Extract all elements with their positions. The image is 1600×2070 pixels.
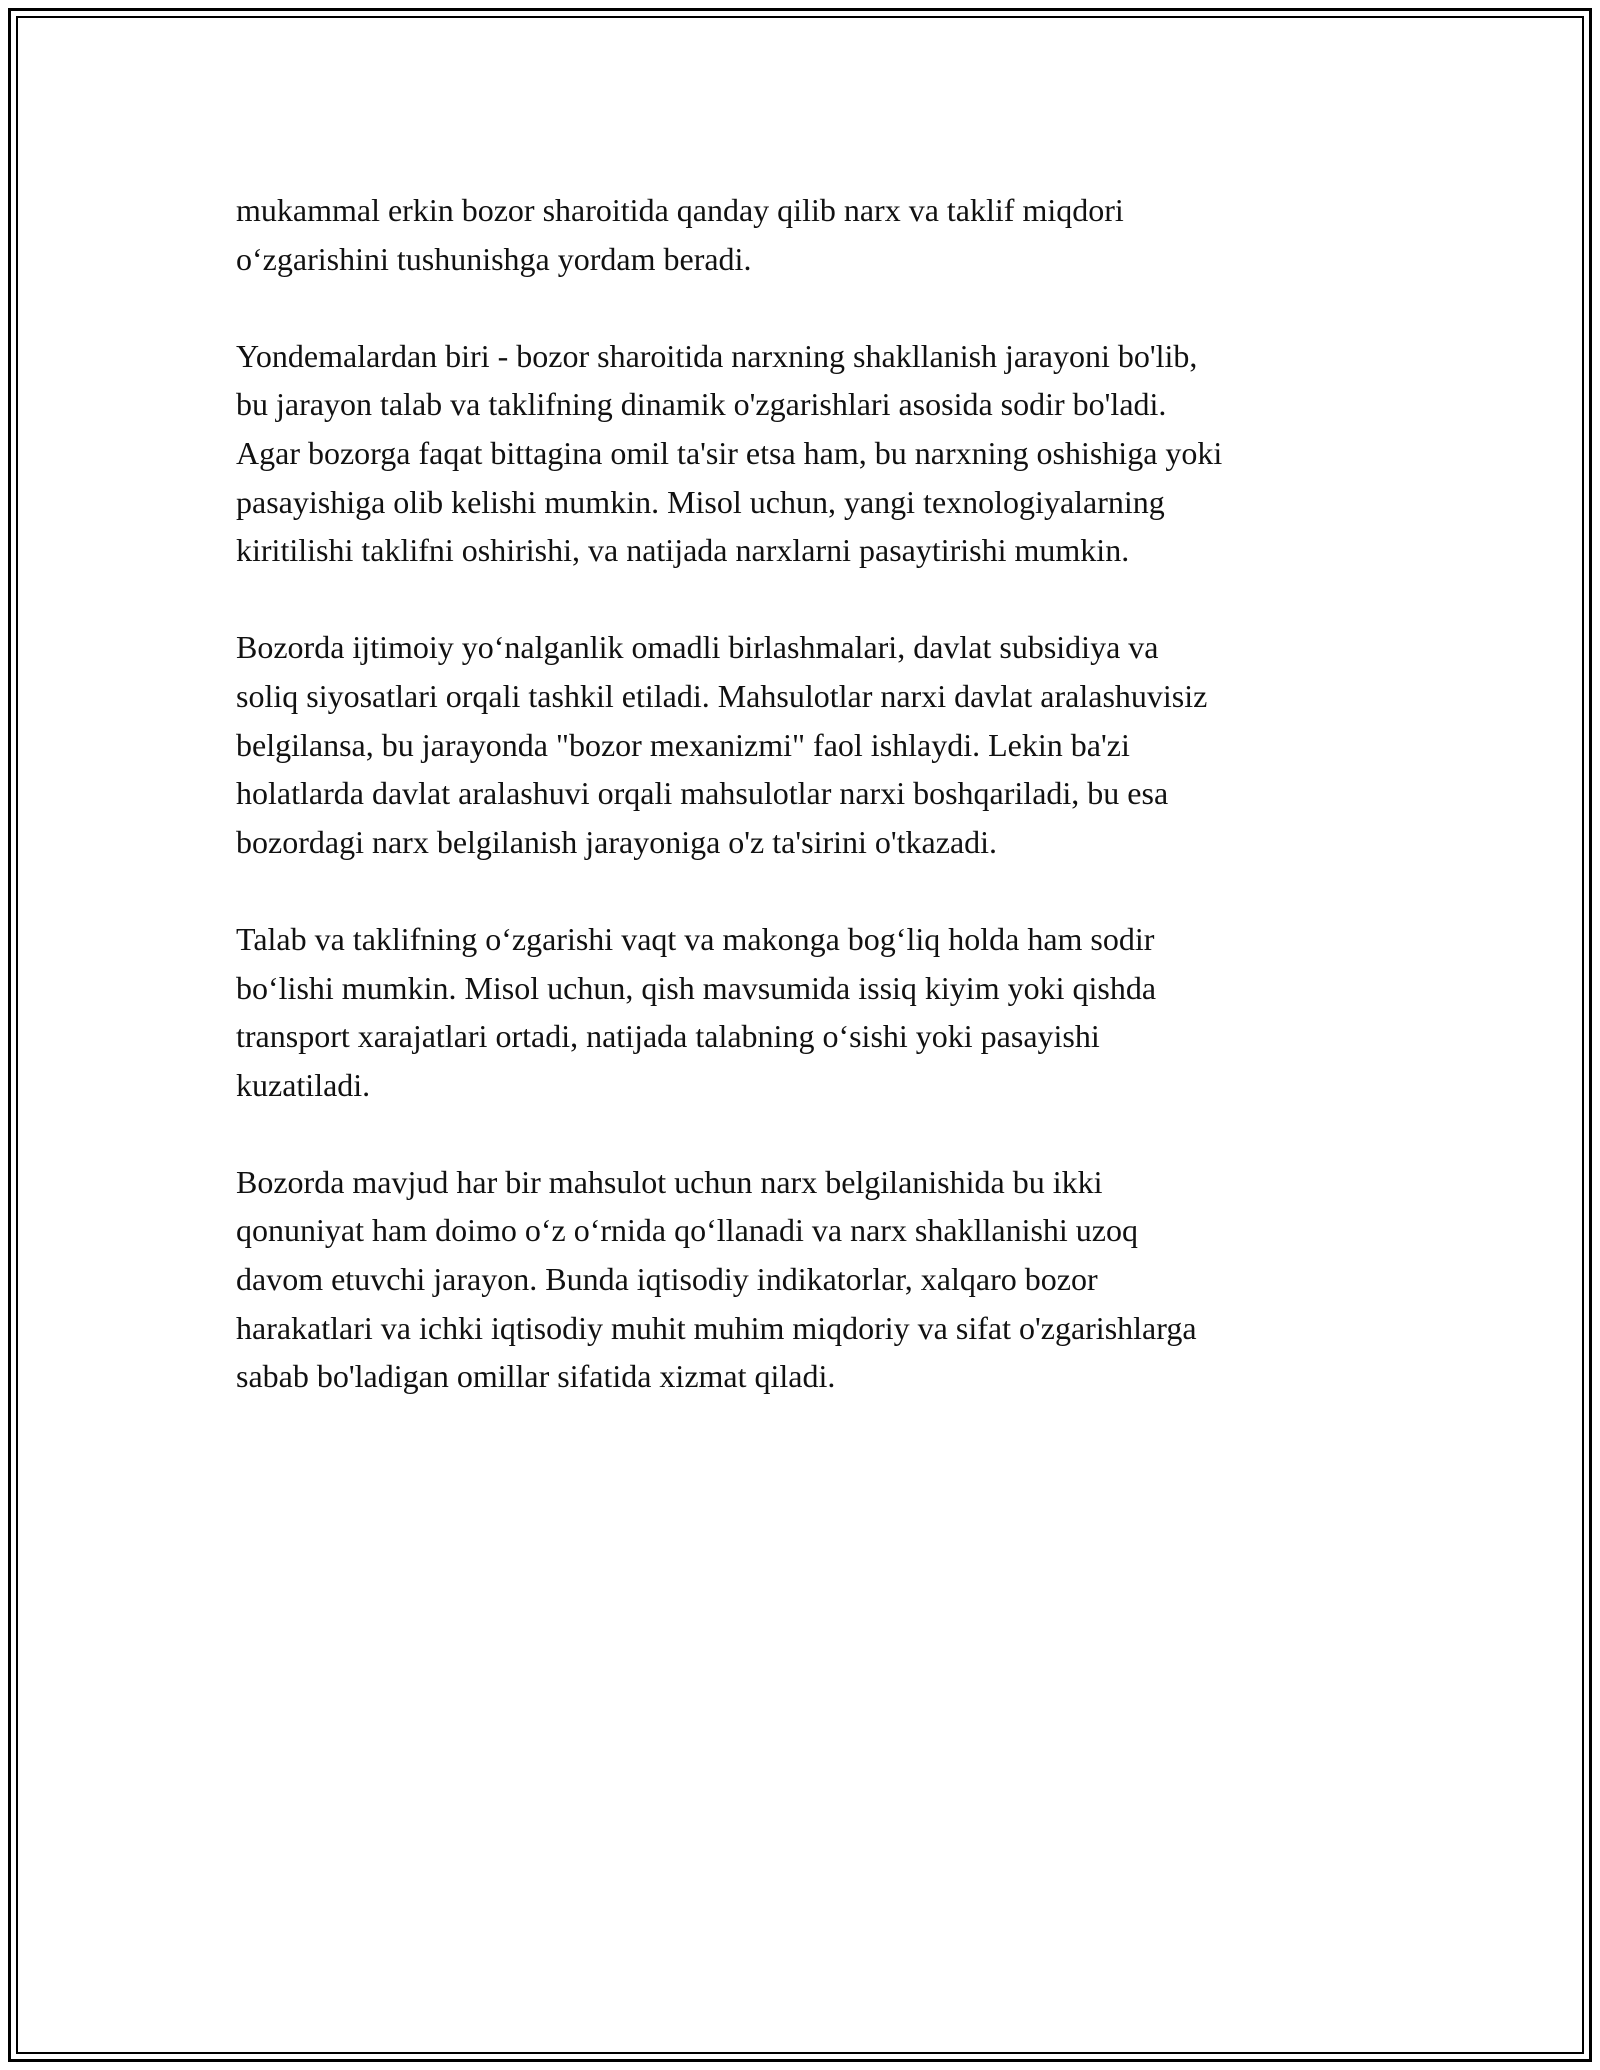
paragraph-4: Talab va taklifning o‘zgarishi vaqt va makonga bog‘liq holda ham sodir bo‘lishi mumkin. Misol uchun, qish mavsumida issiq kiyim yoki qishda transport xarajatlari ortadi, natijada talabning o‘sishi yoki pasayishi kuzatiladi.: [236, 920, 1157, 1103]
paragraph-1: mukammal erkin bozor sharoitida qanday qilib narx va taklif miqdori o‘zgarishini tushunishga yordam beradi.: [236, 192, 1124, 277]
paragraph-2: Yondemalardan biri - bozor sharoitida narxning shakllanish jarayoni bo'lib, bu jarayon talab va taklifning dinamik o'zgarishlari asosida sodir bo'ladi. Agar bozorga faqat bittagina omil ta'sir etsa ham, bu narxning oshishiga yoki pasayishiga olib kelishi mumkin. Misol uchun, yangi texnologiyalarning kiritilishi taklifni oshirishi, va natijada narxlarni pasaytirishi mumkin.: [236, 337, 1223, 569]
paragraph-3: Bozorda ijtimoiy yo‘nalganlik omadli birlashmalari, davlat subsidiya va soliq siyosatlari orqali tashkil etiladi. Mahsulotlar narxi davlat aralashuvisiz belgilansa, bu jarayonda "bozor mexanizmi" faol ishlaydi. Lekin ba'zi holatlarda davlat aralashuvi orqali mahsulotlar narxi boshqariladi, bu esa bozordagi narx belgilanish jarayoniga o'z ta'sirini o'tkazadi.: [236, 629, 1208, 860]
paragraph-5: Bozorda mavjud har bir mahsulot uchun narx belgilanishida bu ikki qonuniyat ham doimo o‘z o‘rnida qo‘llanadi va narx shakllanishi uzoq davom etuvchi jarayon. Bunda iqtisodiy indikatorlar, xalqaro bozor harakatlari va ichki iqtisodiy muhit muhim miqdoriy va sifat o'zgarishlarga sabab bo'ladigan omillar sifatida xizmat qiladi.: [236, 1163, 1197, 1395]
document-body: [236, 186, 1396, 1449]
